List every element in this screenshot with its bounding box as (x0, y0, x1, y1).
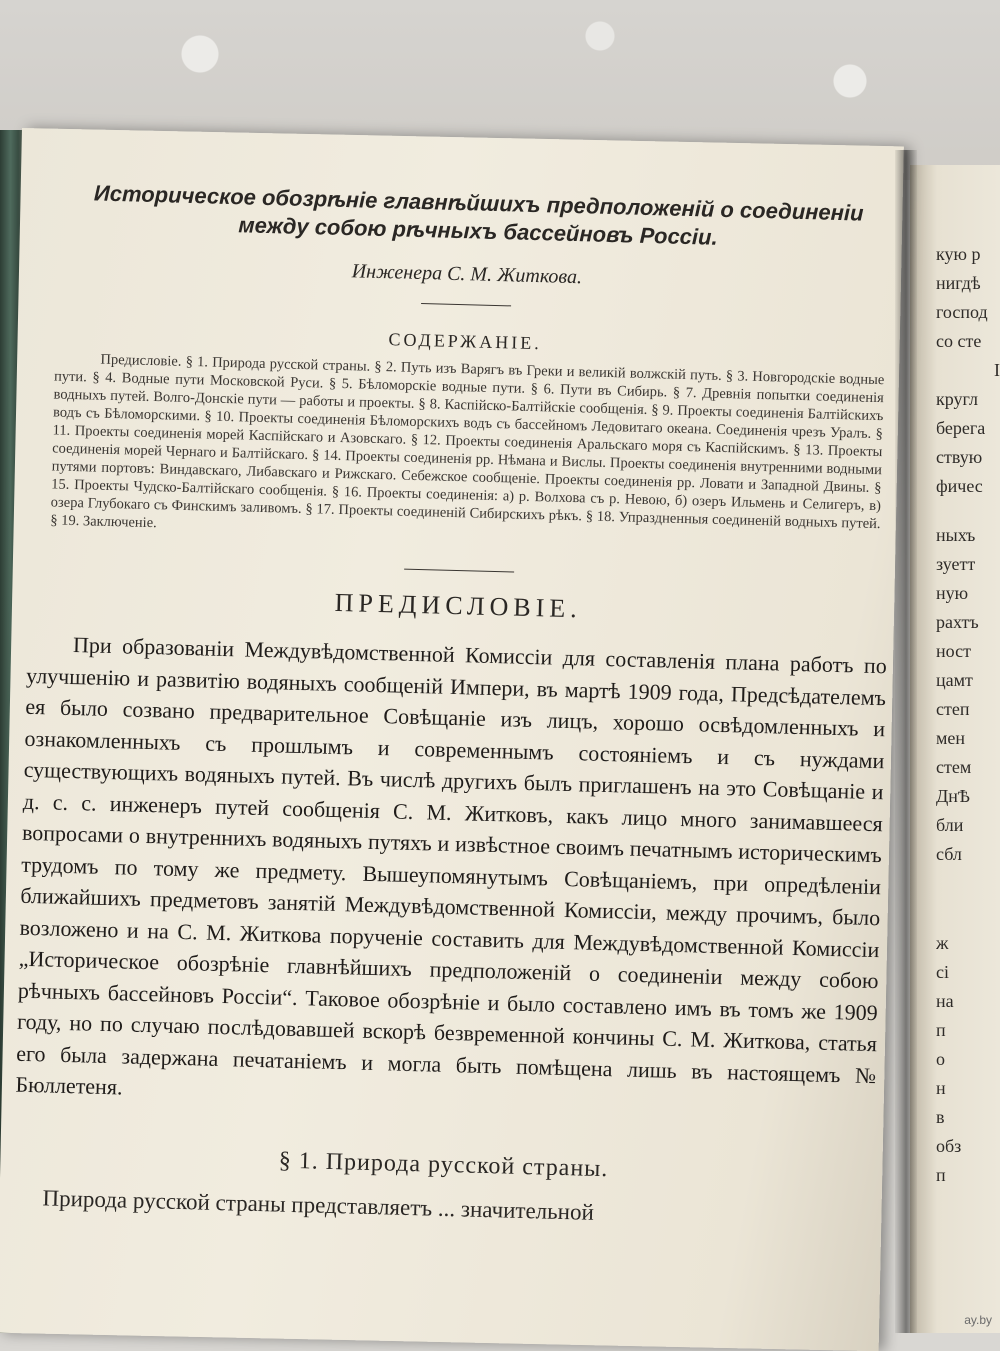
right-page-line: фичес (936, 476, 983, 496)
paragraph-heading: § 1. Природа русской страны. (278, 1147, 609, 1182)
toc-text: Предисловiе. § 1. Природа русской страны. § 2. Путь изъ Варягъ въ Греки и великiй волжскiй путь. § 3. Новгородскiе водные пути. § 4. Водные пути Московской Руси. § 5. Бѣломорскiе водные пути. § 6. Пути въ Сибирь. § 7. Древнiя попытки соединенiя водныхъ путей. Волго-Донскiе пути — работы и проекты. § 8. Каспiйско-Балтiйскiе сообщенiя. § 9. Проекты соединенiя Балтiйскихъ водъ съ Бѣломорскими. § 10. Проекты соединенiя Бѣломорскихъ водъ съ бассейномъ Ледовитаго океана. Соединенiя чрезъ Уралъ. § 11. Проекты соединенiя морей Каспiйскаго и Азовскаго. § 12. Проекты соединенiя Аральскаго моря съ Каспiйскимъ. § 13. Проекты соединенiя морей Чернаго и Балтiйскаго. § 14. Проекты соединенiя рр. Нѣмана и Вислы. Проекты соединенiя внутренними водными путями портовъ: Виндавскаго, Либавскаго и Рижскаго. Себежское сообщенiе. Проекты соединенiя рр. Ловати и Западной Двины. § 15. Проекты Чудско-Балтiйскаго сообщенiя. § 16. Проекты соединенiя: а) р. Волхова съ р. Невою, б) озеръ Ильмень и Селигеръ, в) озера Глубокаго съ Финскимъ заливомъ. § 17. Проекты соединенiй Сибирскихъ рѣкъ. § 18. Упраздненныя соединенiй водныхъ путей. § 19. Заключенiе. (50, 351, 885, 533)
right-page-line: стем (936, 757, 972, 777)
right-page-line: со сте (936, 331, 982, 351)
right-page-line: н (936, 1078, 946, 1098)
right-page-line: о (936, 1049, 945, 1069)
right-page-line: ж (936, 933, 949, 953)
right-page-line: рахтъ (936, 612, 979, 632)
right-page-line: ДнѢ (936, 786, 970, 806)
paragraph-start: Природа русской страны представляетъ ... значительной (42, 1184, 595, 1225)
divider-rule (404, 569, 514, 573)
right-page-line: берега (936, 418, 986, 438)
right-page-line: бли (936, 815, 964, 835)
right-page-line: в (936, 1107, 945, 1127)
article-author: Инженера С. М. Житкова. (351, 260, 583, 289)
article-title: Историческое обозрѣнiе главнѣйшихъ предположенiй о соединенiи между собою рѣчныхъ бассейновъ Россiи. (93, 180, 864, 250)
right-page-line: п (936, 1020, 946, 1040)
right-page-line: степ (936, 699, 970, 719)
right-page-line: зуетт (936, 554, 976, 574)
right-page-line: п (936, 1165, 946, 1185)
right-page-text (936, 240, 1000, 1190)
right-page-line: кую р (936, 244, 981, 264)
divider-rule (421, 303, 511, 306)
right-page-line: цамт (936, 670, 973, 690)
right-page-line: ныхъ (936, 525, 976, 545)
right-page-line: на (936, 991, 954, 1011)
right-page-line: сбл (936, 844, 962, 864)
right-page-line: ную (936, 583, 969, 603)
watermark: ay.by (964, 1313, 992, 1327)
preface-text: При образованiи Междувѣдомственной Комиссiи для составленiя плана работъ по улучшенiю и развитiю водяныхъ сообщенiй Импери, въ мартѣ 1909 года, Предсѣдателемъ ея было созвано предварительное Совѣщанiе изъ лицъ, хорошо освѣдомленныхъ и ознакомленныхъ съ прошлымъ и современнымъ состоянiемъ и съ нуждами существующихъ водяныхъ путей. Въ числѣ другихъ былъ приглашенъ на это Совѣщанiе и д. с. с. инженеръ путей сообщенiя С. М. Житковъ, какъ лицо много занимавшееся вопросами о внутреннихъ водяныхъ путяхъ и извѣстное своимъ печатнымъ историческимъ трудомъ по тому же предмету. Вышеупомянутымъ Совѣщанiемъ, при опредѣленiи ближайшихъ предметовъ занятiй Междувѣдомственной Комиссiи, между прочимъ, было возложено и на С. М. Житкова порученiе составить для Междувѣдомственной Комиссiи „Историческое обозрѣнiе главнѣйшихъ предположенiй о соединенiи между собою рѣчныхъ бассейновъ Россiи“. Таковое обозрѣнiе и было составлено имъ въ томъ же 1909 году, но по случаю послѣдовавшей вскорѣ безвременной кончины С. М. Житкова, статья его была задержана печатанiемъ и могла быть помѣщена лишь въ настоящемъ № Бюллетеня. (15, 632, 888, 1100)
right-page-line: господ (936, 302, 988, 322)
right-page-line: сі (936, 962, 949, 982)
right-page-line: мен (936, 728, 966, 748)
section-heading: ПРЕДИСЛОВIЕ. (334, 587, 583, 624)
right-page-line: нигдѣ (936, 273, 981, 293)
right-page-line: кругл (936, 389, 978, 409)
right-page-line: ност (936, 641, 971, 661)
right-page-line: I (994, 360, 1000, 380)
right-page-line: обз (936, 1136, 962, 1156)
toc-heading: СОДЕРЖАНIЕ. (388, 329, 543, 354)
page-content (12, 150, 900, 1236)
right-page-line: ствую (936, 447, 983, 467)
book-gutter (895, 150, 917, 1333)
